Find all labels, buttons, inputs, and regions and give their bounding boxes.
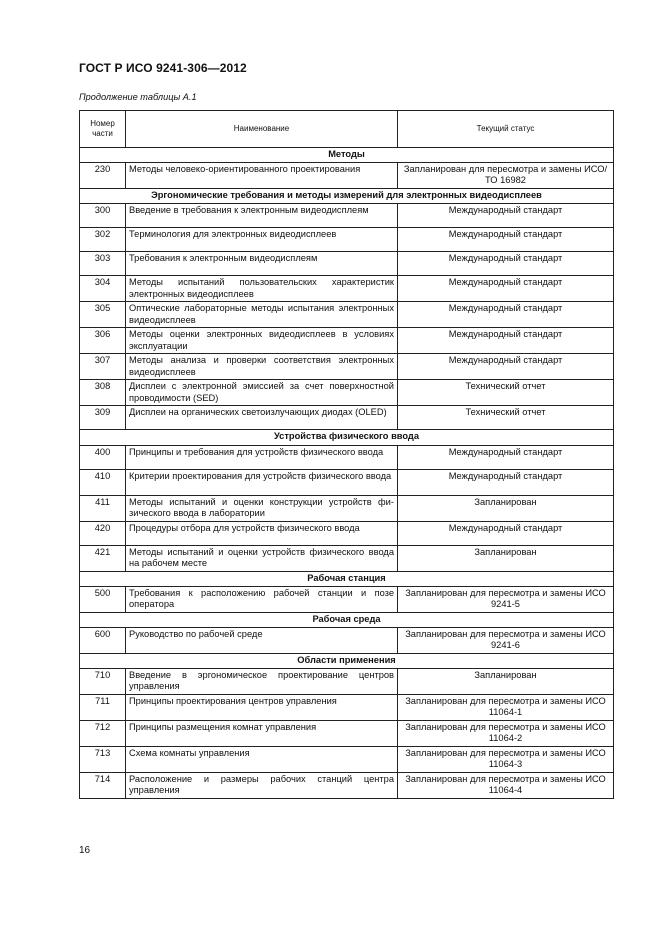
name-cell: Терминология для электронных видеодисплеев (126, 228, 398, 252)
name-cell: Методы анализа и проверки соответствия электронных видеодисплеев (126, 354, 398, 380)
table-row (80, 773, 614, 799)
name-cell: Введение в эргономическое проектирование центров управления (126, 669, 398, 695)
name-cell: Оптические лабораторные методы испытания электронных видеодисплеев (126, 302, 398, 328)
status-cell: Международный стандарт (398, 328, 614, 354)
status-cell: Технический отчет (398, 406, 614, 430)
status-cell: Международный стандарт (398, 302, 614, 328)
status-cell: Международный стандарт (398, 276, 614, 302)
part-number-cell: 711 (80, 695, 126, 721)
status-cell: Международный стандарт (398, 228, 614, 252)
part-number-cell: 305 (80, 302, 126, 328)
section-row (80, 148, 614, 163)
table-row (80, 380, 614, 406)
status-cell: Запланирован для пересмотра и замены ИСО 11064-1 (398, 695, 614, 721)
section-row (80, 430, 614, 445)
table-row (80, 521, 614, 545)
section-title: Рабочая станция (80, 571, 614, 586)
table-row (80, 328, 614, 354)
status-cell: Запланирован для пересмотра и замены ИСО 11064-2 (398, 721, 614, 747)
status-cell: Международный стандарт (398, 252, 614, 276)
name-cell: Требования к электронным видеодисплеям (126, 252, 398, 276)
part-number-cell: 710 (80, 669, 126, 695)
name-cell: Дисплеи на органических светоизлучающих диодах (OLED) (126, 406, 398, 430)
page-number: 16 (79, 845, 91, 856)
table-row (80, 469, 614, 495)
name-cell: Требования к расположению рабочей станции и позе оператора (126, 586, 398, 612)
name-cell: Введение в требования к электронным видеодисплеям (126, 204, 398, 228)
part-number-cell: 400 (80, 445, 126, 469)
name-cell: Методы оценки электронных видеодисплеев в условиях эксплуатации (126, 328, 398, 354)
part-number-cell: 421 (80, 545, 126, 571)
part-number-cell: 600 (80, 628, 126, 654)
table-row (80, 163, 614, 189)
standards-table (79, 110, 614, 799)
section-row (80, 189, 614, 204)
table-row (80, 695, 614, 721)
table-row (80, 228, 614, 252)
section-title: Устройства физического ввода (80, 430, 614, 445)
part-number-cell: 713 (80, 747, 126, 773)
name-cell: Принципы и требования для устройств физического ввода (126, 445, 398, 469)
document-title: ГОСТ Р ИСО 9241-306—2012 (79, 61, 247, 75)
table-caption: Продолжение таблицы А.1 (79, 92, 197, 102)
status-cell: Международный стандарт (398, 521, 614, 545)
status-cell: Запланирован для пересмотра и замены ИСО 9241-5 (398, 586, 614, 612)
status-cell: Запланирован для пересмотра и замены ИСО 11064-4 (398, 773, 614, 799)
table-row (80, 747, 614, 773)
table-row (80, 252, 614, 276)
name-cell: Методы испытаний пользовательских характеристик электронных видеодисплеев (126, 276, 398, 302)
table-row (80, 302, 614, 328)
status-cell: Запланирован для пересмотра и замены ИСО 11064-3 (398, 747, 614, 773)
section-row (80, 654, 614, 669)
table-row (80, 721, 614, 747)
section-title: Эргономические требования и методы измерений для электронных видеодисплеев (80, 189, 614, 204)
part-number-cell: 411 (80, 495, 126, 521)
status-cell: Запланирован для пересмотра и замены ИСО 9241-6 (398, 628, 614, 654)
part-number-cell: 712 (80, 721, 126, 747)
table-row (80, 495, 614, 521)
section-row (80, 612, 614, 627)
table-row (80, 445, 614, 469)
name-cell: Методы испытаний и оценки устройств физического ввода на рабочем месте (126, 545, 398, 571)
part-number-cell: 304 (80, 276, 126, 302)
status-cell: Запланирован (398, 495, 614, 521)
name-cell: Методы испытаний и оценки конструкции устройств физического ввода в лаборатории (126, 495, 398, 521)
column-header-number: Номер части (80, 111, 126, 148)
name-cell: Принципы проектирования центров управления (126, 695, 398, 721)
part-number-cell: 308 (80, 380, 126, 406)
status-cell: Международный стандарт (398, 354, 614, 380)
name-cell: Расположение и размеры рабочих станций центра управления (126, 773, 398, 799)
part-number-cell: 410 (80, 469, 126, 495)
part-number-cell: 303 (80, 252, 126, 276)
section-title: Области применения (80, 654, 614, 669)
name-cell: Процедуры отбора для устройств физического ввода (126, 521, 398, 545)
name-cell: Схема комнаты управления (126, 747, 398, 773)
column-header-status: Текущий статус (398, 111, 614, 148)
part-number-cell: 309 (80, 406, 126, 430)
status-cell: Международный стандарт (398, 204, 614, 228)
status-cell: Запланирован для пересмотра и замены ИСО/ТО 16982 (398, 163, 614, 189)
table-row (80, 406, 614, 430)
status-cell: Международный стандарт (398, 469, 614, 495)
section-row (80, 571, 614, 586)
table-row (80, 669, 614, 695)
table-row (80, 586, 614, 612)
part-number-cell: 500 (80, 586, 126, 612)
table-body (80, 148, 614, 799)
table-header-row (80, 111, 614, 148)
part-number-cell: 300 (80, 204, 126, 228)
section-title: Рабочая среда (80, 612, 614, 627)
name-cell: Руководство по рабочей среде (126, 628, 398, 654)
section-title: Методы (80, 148, 614, 163)
name-cell: Дисплеи с электронной эмиссией за счет поверхностной проводимости (SED) (126, 380, 398, 406)
part-number-cell: 420 (80, 521, 126, 545)
name-cell: Принципы размещения комнат управления (126, 721, 398, 747)
part-number-cell: 307 (80, 354, 126, 380)
name-cell: Методы человеко-ориентированного проектирования (126, 163, 398, 189)
table-row (80, 276, 614, 302)
status-cell: Запланирован (398, 545, 614, 571)
status-cell: Технический отчет (398, 380, 614, 406)
status-cell: Международный стандарт (398, 445, 614, 469)
part-number-cell: 306 (80, 328, 126, 354)
table-row (80, 354, 614, 380)
status-cell: Запланирован (398, 669, 614, 695)
column-header-name: Наименование (126, 111, 398, 148)
table-row (80, 628, 614, 654)
name-cell: Критерии проектирования для устройств физического ввода (126, 469, 398, 495)
part-number-cell: 714 (80, 773, 126, 799)
table-row (80, 545, 614, 571)
table-row (80, 204, 614, 228)
part-number-cell: 302 (80, 228, 126, 252)
part-number-cell: 230 (80, 163, 126, 189)
